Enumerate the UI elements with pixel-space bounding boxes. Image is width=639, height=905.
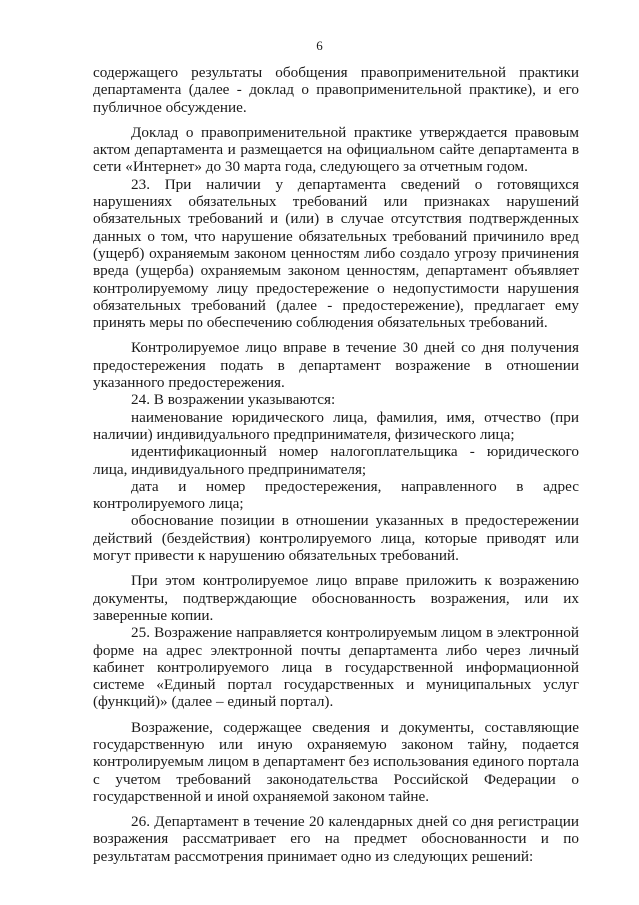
paragraph-continuation: содержащего результаты обобщения правоприменительной практики департамента (далее - доклад о правоприменительной практике), и его публичное обсуждение. — [93, 64, 579, 116]
paragraph-secret-objection: Возражение, содержащее сведения и документы, составляющие государственную или иную охраняемую законом тайну, подается контролируемым лицом в департамент без использования единого портала с учетом требований законодательства Российской Федерации о государственной и иной охраняемой законом тайне. — [93, 718, 579, 805]
paragraph-attachments: При этом контролируемое лицо вправе приложить к возражению документы, подтверждающие обоснованность возражения, или их заверенные копии. — [93, 572, 579, 624]
list-item-name: наименование юридического лица, фамилия, имя, отчество (при наличии) индивидуального предпринимателя, физического лица; — [93, 408, 579, 443]
list-item-inn: идентификационный номер налогоплательщика - юридического лица, индивидуального предпринимателя; — [93, 443, 579, 478]
list-item-date-number: дата и номер предостережения, направленного в адрес контролируемого лица; — [93, 477, 579, 513]
list-item-justification: обоснование позиции в отношении указанных в предостережении действий (бездействия) контролируемого лица, которые приводят или могут привести к нарушению обязательных требований. — [93, 512, 579, 565]
paragraph-objection-right: Контролируемое лицо вправе в течение 30 дней со дня получения предостережения подать в департамент возражение в отношении указанного предостережения. — [93, 339, 579, 392]
paragraph-clause-26: 26. Департамент в течение 20 календарных дней со дня регистрации возражения рассматривает его на предмет обоснованности и по результатам рассмотрения принимает одно из следующих решений: — [93, 813, 579, 865]
page-number: 6 — [316, 38, 323, 53]
document-body — [93, 64, 579, 865]
paragraph-report-approval: Доклад о правоприменительной практике утверждается правовым актом департамента и размещается на официальном сайте департамента в сети «Интернет» до 30 марта года, следующего за отчетным годом. — [93, 123, 579, 176]
paragraph-clause-23: 23. При наличии у департамента сведений о готовящихся нарушениях обязательных требований или признаках нарушений обязательных требований и (или) в случае отсутствия подтвержденных данных о том, что нарушение обязательных требований причинило вред (ущерб) охраняемым законом ценностям либо создало угрозу причинения вреда (ущерба) охраняемым законом ценностям, департамент объявляет контролируемому лицу предостережение о недопустимости нарушения обязательных требований (далее - предостережение), предлагает ему принять меры по обеспечению соблюдения обязательных требований. — [93, 175, 579, 332]
paragraph-clause-24: 24. В возражении указываются: — [131, 391, 336, 409]
paragraph-clause-25: 25. Возражение направляется контролируемым лицом в электронной форме на адрес электронной почты департамента либо через личный кабинет контролируемого лица в государственной информационной системе «Единый портал государственных и муниципальных услуг (функций)» (далее – единый портал). — [93, 624, 579, 711]
